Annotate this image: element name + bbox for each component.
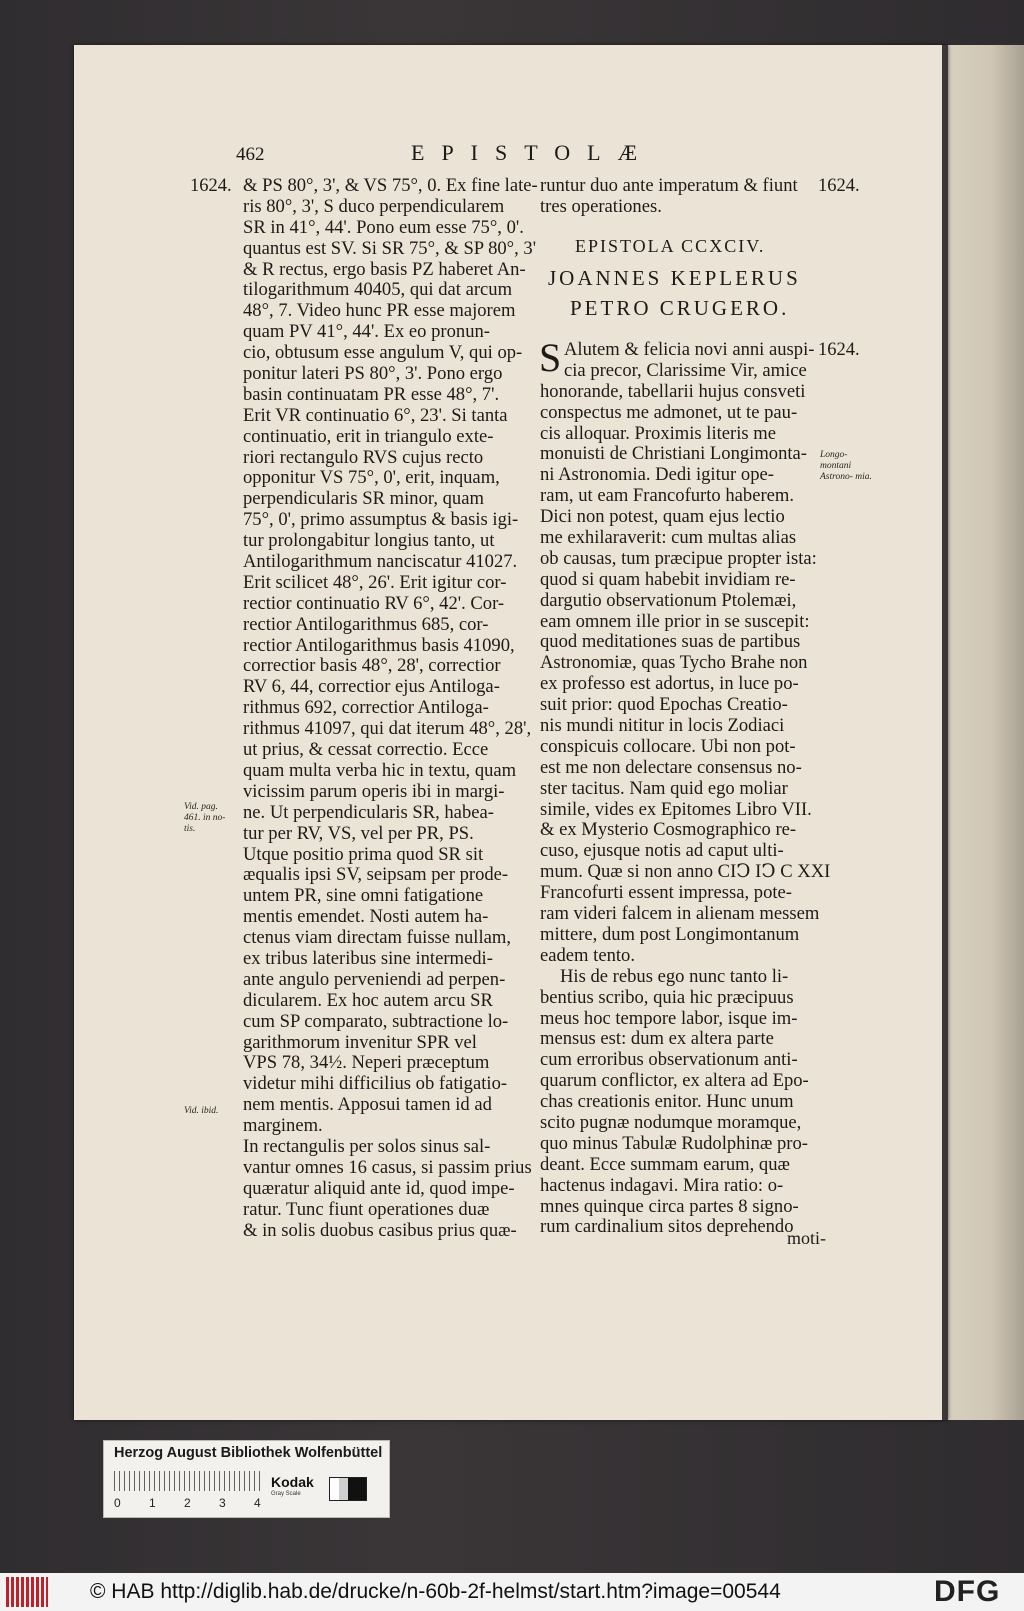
right-column-intro	[540, 176, 825, 218]
text-line: correctior basis 48°, 28', correctior	[243, 655, 501, 677]
text-line: & R rectus, ergo basis PZ haberet An-	[243, 258, 526, 280]
text-line: rithmus 41097, qui dat iterum 48°, 28',	[243, 718, 532, 740]
text-line: untem PR, sine omni fatigatione	[243, 885, 484, 907]
text-line: riori rectangulo RVS cujus recto	[243, 446, 484, 468]
text-line: Antilogarithmum nanciscatur 41027.	[243, 551, 518, 573]
text-line: deant. Ecce summam earum, quæ	[540, 1153, 790, 1175]
text-line: In rectangulis per solos sinus sal-	[243, 1135, 491, 1157]
text-line: dicularem. Ex hoc autem arcu SR	[243, 989, 493, 1011]
text-line: conspectus me admonet, ut te pau-	[540, 401, 798, 423]
epistola-heading: EPISTOLA CCXCIV.	[575, 236, 766, 256]
text-line: tur prolongabitur longius tanto, ut	[243, 530, 495, 552]
text-line: quo minus Tabulæ Rudolphinæ pro-	[540, 1132, 808, 1154]
text-line: mittere, dum post Longimontanum	[540, 923, 800, 945]
text-line: cum erroribus observationum anti-	[540, 1049, 798, 1071]
text-line: quarum conflictor, ex altera ad Epo-	[540, 1070, 809, 1092]
text-line: Astronomiæ, quas Tycho Brahe non	[540, 652, 808, 674]
text-line: rum cardinalium sitos deprehendo	[540, 1216, 794, 1238]
text-line: vantur omnes 16 casus, si passim prius	[243, 1156, 532, 1178]
barcode-icon	[6, 1577, 48, 1607]
text-line: simile, vides ex Epitomes Libro VII.	[540, 798, 812, 820]
running-title: EPISTOLÆ	[411, 140, 655, 165]
text-line: Utque positio prima quod SR sit	[243, 843, 484, 865]
text-line: 75°, 0', primo assumptus & basis igi-	[243, 509, 519, 531]
text-line: mensus est: dum ex altera parte	[540, 1028, 774, 1050]
text-line: rectior continuatio RV 6°, 42'. Cor-	[243, 592, 505, 614]
text-line: quæratur aliquid ante id, quod impe-	[243, 1177, 515, 1199]
text-line: meus hoc tempore labor, isque im-	[540, 1007, 798, 1029]
text-line: garithmorum invenitur SPR vel	[243, 1031, 477, 1053]
scale-number: 3	[219, 1496, 226, 1510]
text-line: runtur duo ante imperatum & fiunt	[540, 175, 798, 196]
facing-page-edge	[942, 45, 1024, 1420]
gutter-shadow	[942, 45, 948, 1420]
text-line: ponitur lateri PS 80°, 3'. Pono ergo	[243, 363, 503, 385]
text-line: rectior Antilogarithmus basis 41090,	[243, 634, 515, 656]
text-line: rectior Antilogarithmus 685, cor-	[243, 613, 489, 635]
text-line: & in solis duobus casibus prius quæ-	[243, 1219, 517, 1241]
text-line: chas creationis enitor. Hunc unum	[540, 1091, 794, 1113]
text-line: videtur mihi difficilius ob fatigatio-	[243, 1073, 508, 1095]
text-line: Erit scilicet 48°, 26'. Erit igitur cor-	[243, 571, 507, 593]
kodak-logo: Kodak	[271, 1474, 314, 1490]
text-line: 48°, 7. Video hunc PR esse majorem	[243, 300, 516, 322]
text-line: quod si quam habebit invidiam re-	[540, 568, 796, 590]
text-line: hactenus indagavi. Mira ratio: o-	[540, 1174, 784, 1196]
scale-number: 0	[114, 1496, 121, 1510]
text-line: est me non delectare consensus no-	[540, 756, 802, 778]
text-line: eadem tento.	[540, 944, 635, 966]
letter-year: 1624.	[818, 340, 860, 360]
text-line: honorande, tabellarii hujus consveti	[540, 380, 806, 402]
text-line: rithmus 692, correctior Antiloga-	[243, 697, 489, 719]
dfg-logo: DFG	[934, 1575, 1001, 1608]
text-line: RV 6, 44, correctior ejus Antiloga-	[243, 676, 500, 698]
text-line: tres operationes.	[540, 195, 662, 217]
scale-number: 1	[149, 1496, 156, 1510]
calibration-target	[103, 1440, 390, 1518]
intro-year: 1624.	[818, 176, 860, 196]
catchword: moti-	[787, 1228, 826, 1248]
text-line: cum SP comparato, subtractione lo-	[243, 1010, 509, 1032]
page-number: 462	[236, 144, 265, 165]
text-line: cio, obtusum esse angulum V, qui op-	[243, 342, 523, 364]
text-line: quam multa verba hic in textu, quam	[243, 759, 517, 781]
text-line: opponitur VS 75°, 0', erit, inquam,	[243, 467, 500, 489]
text-line: & PS 80°, 3', & VS 75°, 0. Ex fine late-	[243, 175, 538, 196]
drop-cap: S	[539, 335, 562, 380]
scale-ruler	[114, 1471, 264, 1491]
text-line: ob causas, tum præcipue propter ista:	[540, 547, 817, 569]
text-line: perpendicularis SR minor, quam	[243, 488, 484, 510]
scale-number: 4	[254, 1496, 261, 1510]
text-line: tilogarithmum 40405, qui dat arcum	[243, 279, 513, 301]
text-line: marginem.	[243, 1115, 323, 1137]
text-line: bentius scribo, quia hic præcipuus	[540, 986, 794, 1008]
margin-note-longomontani: Longo- montani Astrono- mia.	[820, 450, 872, 482]
copyright-link[interactable]: © HAB http://diglib.hab.de/drucke/n-60b-2f-helmst/start.htm?image=00544	[90, 1580, 781, 1603]
text-line: conspicuis collocare. Ubi non pot-	[540, 735, 796, 757]
text-line: ster tacitus. Nam quid ego moliar	[540, 777, 788, 799]
text-line: quod meditationes suas de partibus	[540, 631, 801, 653]
text-line: VPS 78, 34½. Neperi præceptum	[243, 1052, 490, 1074]
text-line: dargutio observationum Ptolemæi,	[540, 589, 797, 611]
text-line: ex tribus lateribus sine intermedi-	[243, 947, 493, 969]
text-line: Alutem & felicia novi anni auspi-	[564, 339, 815, 360]
text-line: æqualis ipsi SV, seipsam per prode-	[243, 864, 509, 886]
letter-title-recipient: PETRO CRUGERO.	[570, 296, 790, 320]
text-line: tur per RV, VS, vel per PR, PS.	[243, 822, 474, 844]
text-line: monuisti de Christiani Longimonta-	[540, 443, 808, 465]
text-line: mum. Quæ si non anno CIↃ IↃ C XXI	[540, 861, 831, 883]
scale-number: 2	[184, 1496, 191, 1510]
running-head	[236, 140, 836, 170]
text-line: cis alloquar. Proximis literis me	[540, 422, 777, 444]
text-line: & ex Mysterio Cosmographico re-	[540, 819, 797, 841]
text-line: basin continuatam PR esse 48°, 7'.	[243, 383, 500, 405]
text-line: cia precor, Clarissime Vir, amice	[564, 359, 807, 381]
text-line: ram, ut eam Francofurto haberem.	[540, 485, 795, 507]
text-line: ne. Ut perpendicularis SR, habea-	[243, 801, 494, 823]
text-line: eam omnem ille prior in se suscepit:	[540, 610, 810, 632]
margin-note-vid-ibid: Vid. ibid.	[184, 1106, 219, 1116]
gray-swatch	[329, 1477, 367, 1501]
text-line: ni Astronomia. Dedi igitur ope-	[540, 464, 774, 486]
text-line: me exhilaraverit: cum multas alias	[540, 527, 797, 549]
text-line: Dici non potest, quam ejus lectio	[540, 506, 785, 528]
text-line: continuatio, erit in triangulo exte-	[243, 425, 494, 447]
text-line: mentis emendet. Nosti autem ha-	[243, 906, 489, 928]
library-label: Herzog August Bibliothek Wolfenbüttel	[114, 1445, 383, 1461]
text-line: Erit VR continuatio 6°, 23'. Si tanta	[243, 404, 508, 426]
text-line: scito pugnæ nodumque moramque,	[540, 1111, 802, 1133]
text-line: nis mundi nititur in locis Zodiaci	[540, 715, 785, 737]
text-line: ut prius, & cessat correctio. Ecce	[243, 739, 489, 761]
text-line: ram videri falcem in alienam messem	[540, 903, 820, 925]
text-line: cuso, ejusque notis ad caput ulti-	[540, 840, 784, 862]
text-line: mnes quinque circa partes 8 signo-	[540, 1195, 799, 1217]
scale-numbers	[114, 1496, 289, 1510]
left-column-text	[243, 175, 538, 1241]
text-line: quam PV 41°, 44'. Ex eo pronun-	[243, 321, 490, 343]
letter-title-sender: JOANNES KEPLERUS	[548, 266, 801, 290]
text-line: vicissim parum operis ibi in margi-	[243, 780, 505, 802]
text-line: ante angulo perveniendi ad perpen-	[243, 968, 506, 990]
left-year: 1624.	[190, 176, 232, 196]
text-line: quantus est SV. Si SR 75°, & SP 80°, 3'	[243, 237, 537, 259]
text-line: suit prior: quod Epochas Creatio-	[540, 694, 788, 716]
text-line: ex professo est adortus, in luce po-	[540, 673, 799, 695]
text-line: Francofurti essent impressa, pote-	[540, 882, 792, 904]
text-line: nem mentis. Apposui tamen id ad	[243, 1094, 492, 1116]
text-line: ris 80°, 3', S duco perpendicularem	[243, 195, 505, 217]
text-line: SR in 41°, 44'. Pono eum esse 75°, 0'.	[243, 216, 524, 238]
gray-scale-label: Gray Scale	[271, 1491, 301, 1497]
text-line: ctenus viam directam fuisse nullam,	[243, 927, 511, 949]
text-line: His de rebus ego nunc tanto li-	[560, 965, 789, 987]
footer-bar	[0, 1573, 1024, 1611]
margin-note-vid-pag: Vid. pag. 461. in no- tis.	[184, 802, 226, 834]
text-line: ratur. Tunc fiunt operationes duæ	[243, 1198, 490, 1220]
